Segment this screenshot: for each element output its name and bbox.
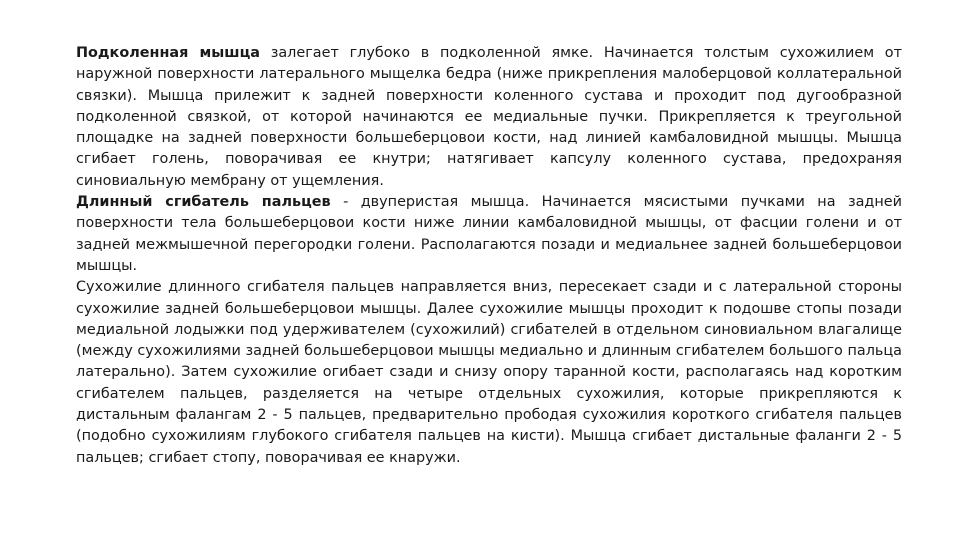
paragraph-popliteus: [76, 43, 902, 192]
paragraph-tendon-text: Сухожилие длинного сгибателя пальцев направляется вниз, пересекает сзади и с латеральной стороны сухожилие задней большеберцовои мышцы. Далее сухожилие мышцы проходит к подошве стопы позади медиальной лодыжки под удерживателем (сухожилий) сгибателей в отдельном синовиальном влагалище (между сухожилиями задней большеберцовои мышцы медиально и длинным сгибателем большого пальца латерально). Затем сухожилие огибает сзади и снизу опору таранной кости, располагаясь над коротким сгибателем пальцев, разделяется на четыре отдельных сухожилия, которые прикрепляются к дистальным фалангам 2 - 5 пальцев, предварительно прободая сухожилия короткого сгибателя пальцев (подобно сухожилиям глубокого сгибателя пальцев на кисти). Мышца сгибает дистальные фаланги 2 - 5 пальцев; сгибает стопу, поворачивая ее кнаружи.: [76, 279, 902, 466]
term-flexor-digitorum-longus: Длинный сгибатель пальцев: [76, 194, 331, 211]
paragraph-flexor-digitorum-longus: [76, 192, 902, 277]
term-popliteus: Подколенная мышца: [76, 45, 260, 61]
document-text: [76, 43, 902, 469]
paragraph-flexor-digitorum-longus-text: - двуперистая мышца. Начинается мясистыми пучками на задней поверхности тела большеберцовои кости ниже линии камбаловидной мышцы, от фасции голени и от задней межмышечной перегородки голени. Располагаются позади и медиальнее задней большеберцовои мышцы.: [76, 194, 902, 274]
paragraph-tendon: [76, 277, 902, 469]
paragraph-popliteus-text: залегает глубоко в подколенной ямке. Начинается толстым сухожилием от наружной поверхности латерального мыщелка бедра (ниже прикрепления малоберцовой коллатеральной связки). Мышца прилежит к задней поверхности коленного сустава и проходит под дугообразной подколенной связкой, от которой начинаются ее медиальные пучки. Прикрепляется к треугольной площадке на задней поверхности большеберцовои кости, над линией камбаловидной мышцы. Мышца сгибает голень, поворачивая ее кнутри; натягивает капсулу коленного сустава, предохраняя синовиальную мембрану от ущемления.: [76, 45, 902, 189]
